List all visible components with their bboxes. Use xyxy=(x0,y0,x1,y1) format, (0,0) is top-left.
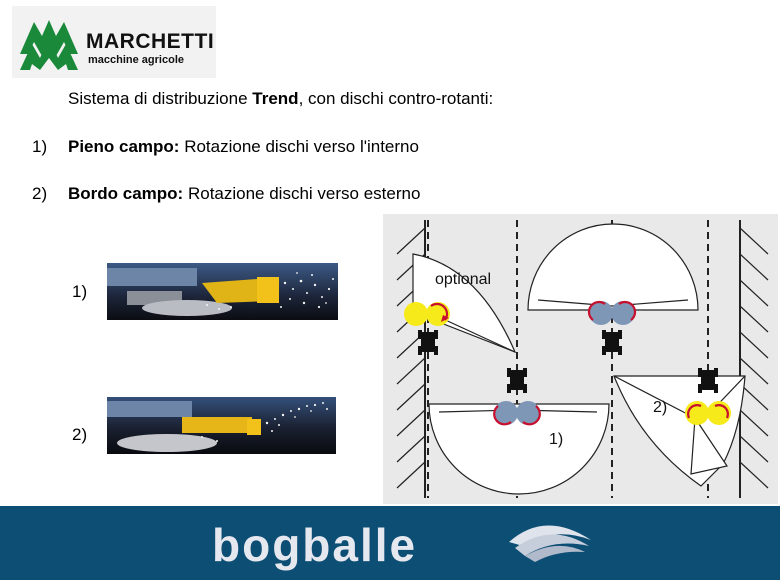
tractor-icon xyxy=(418,330,438,355)
spreader-photo-border-field xyxy=(107,397,336,454)
bogballe-swoosh-icon xyxy=(505,516,595,566)
diagram-label-2: 2) xyxy=(653,399,668,416)
photo-1-label: 1) xyxy=(72,282,88,301)
page-heading xyxy=(68,89,493,109)
list-item-2 xyxy=(68,184,420,204)
photo-2-label: 2) xyxy=(72,425,88,444)
spreading-pattern-diagram xyxy=(383,214,778,504)
bogballe-logo-text: bogballe xyxy=(212,519,418,571)
heading-prefix: Sistema di distribuzione xyxy=(68,89,253,108)
list-item-1 xyxy=(68,137,419,157)
footer-banner xyxy=(0,506,780,580)
list-item-2-bold: Bordo campo: xyxy=(68,184,184,203)
optional-label: optional xyxy=(435,271,492,288)
diagram-label-1: 1) xyxy=(549,431,564,448)
marchetti-logo xyxy=(12,6,216,78)
heading-bold: Trend xyxy=(252,89,299,108)
list-item-1-text: Rotazione dischi verso l'interno xyxy=(179,137,419,156)
list-number-1: 1) xyxy=(32,137,48,156)
list-item-2-text: Rotazione dischi verso esterno xyxy=(183,184,421,203)
heading-suffix: , con dischi contro-rotanti: xyxy=(298,89,494,108)
spreader-photo-1-image xyxy=(107,263,338,320)
list-number-2: 2) xyxy=(32,184,48,203)
list-item-1-bold: Pieno campo: xyxy=(68,137,180,156)
spreader-photo-full-field xyxy=(107,263,338,320)
brand-subtitle: macchine agricole xyxy=(88,54,184,66)
spreader-photo-2-image xyxy=(107,397,336,454)
spreading-diagram xyxy=(383,214,778,504)
brand-name: MARCHETTI xyxy=(86,30,215,53)
marchetti-m-logo-icon xyxy=(18,14,80,72)
